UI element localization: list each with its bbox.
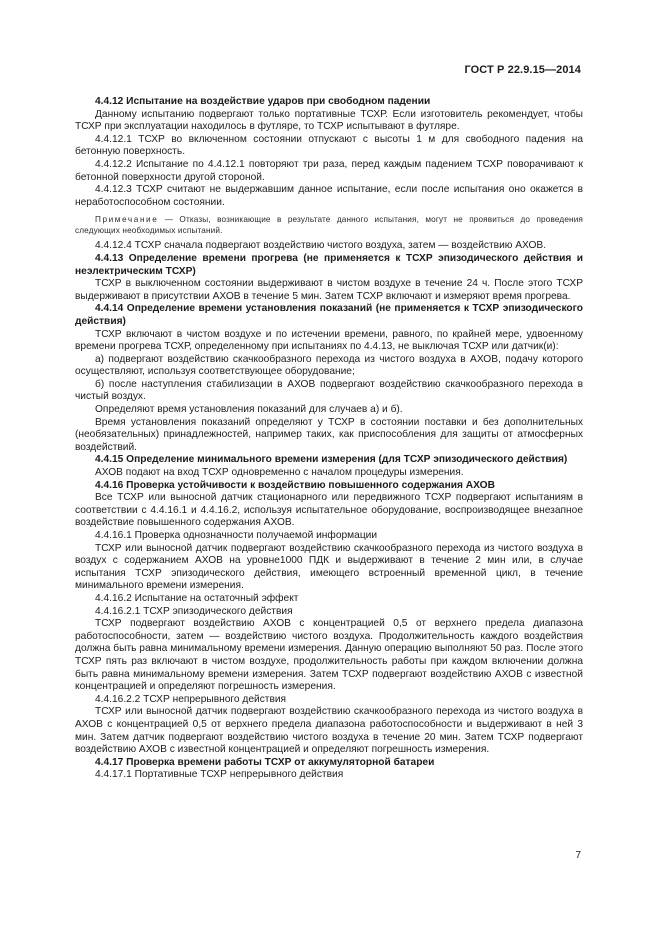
section-heading-4-4-16: 4.4.16 Проверка устойчивости к воздействию повышенного содержания АХОВ [95, 479, 495, 491]
paragraph: Все ТСХР или выносной датчик стационарного или передвижного ТСХР подвергают испытаниям в соответствии с 4.4.16.1 и 4.4.16.2, используя испытательное оборудование, воспроизводящее внезапное воздействие повышенного содержания АХОВ. [75, 492, 583, 529]
paragraph: ТСХР в выключенном состоянии выдерживают в чистом воздухе в течение 24 ч. После этого ТСХР выдерживают в присутствии АХОВ в течение 5 мин. Затем ТСХР включают и измеряют время прогрева. [75, 278, 583, 302]
note-paragraph [75, 214, 583, 236]
paragraph: 4.4.12.1 ТСХР во включенном состоянии отпускают с высоты 1 м для свободного падения на бетонную поверхность. [75, 133, 583, 158]
section-heading-4-4-14: 4.4.14 Определение времени установления показаний (не применяется к ТСХР эпизодического действия) [75, 303, 583, 327]
paragraph: ТСХР или выносной датчик подвергают воздействию скачкообразного перехода из чистого воздуха в воздух с содержанием АХОВ на уровне1000 ПДК и выдерживают в течение 2 мин или, в случае испытания ТСХР эпизодического действия, имеющего встроенный временной цикл, в течение минимального времени измерения. [75, 542, 583, 592]
subsection-heading: 4.4.16.2.2 ТСХР непрерывного действия [95, 693, 287, 705]
subsection-heading: 4.4.16.2.1 ТСХР эпизодического действия [95, 605, 293, 617]
paragraph: Определяют время установления показаний для случаев а) и б). [95, 404, 403, 416]
note-label: Примечание [95, 215, 159, 225]
document-header: ГОСТ Р 22.9.15—2014 [464, 64, 581, 76]
paragraph: 4.4.12.4 ТСХР сначала подвергают воздействию чистого воздуха, затем — воздействию АХОВ. [95, 240, 547, 252]
document-body [75, 96, 583, 782]
paragraph: 4.4.12.2 Испытание по 4.4.12.1 повторяют три раза, перед каждым падением ТСХР поворачивают к бетонной поверхности другой стороной. [75, 158, 583, 183]
paragraph: ТСХР подвергают воздействию АХОВ с концентрацией 0,5 от верхнего предела диапазона работоспособности, затем — воздействию чистого воздуха. Продолжительность каждого воздействия должна быть равна минимальному времени измерения. Данную операцию выполняют 50 раз. После этого ТСХР пять раз включают в чистом воздухе, продолжительность работы при каждом включении должна быть равна минимальному времени измерения. Затем ТСХР подвергают воздействию АХОВ с известной концентрацией и определяют погрешность измерения. [75, 618, 583, 693]
subsection-heading: 4.4.16.1 Проверка однозначности получаемой информации [95, 530, 378, 541]
paragraph: АХОВ подают на вход ТСХР одновременно с началом процедуры измерения. [95, 467, 464, 479]
subsection-heading: 4.4.17.1 Портативные ТСХР непрерывного действия [95, 769, 344, 781]
list-item: а) подвергают воздействию скачкообразного перехода из чистого воздуха в АХОВ, подачу которого осуществляют, используя соответствующее оборудование; [75, 353, 583, 378]
section-heading-4-4-17: 4.4.17 Проверка времени работы ТСХР от аккумуляторной батареи [95, 756, 435, 768]
paragraph: ТСХР включают в чистом воздухе и по истечении времени, равного, по крайней мере, удвоенному времени прогрева ТСХР, определенному при испытаниях по 4.4.13, не выключая ТСХР или датчик(и): [75, 328, 583, 353]
note-text: — Отказы, возникающие в результате данного испытания, могут не проявиться до проведения следующих необходимых испытаний. [75, 215, 583, 236]
paragraph: Данному испытанию подвергают только портативные ТСХР. Если изготовитель рекомендует, чтобы ТСХР при эксплуатации находилось в футляре, то ТСХР испытывают в футляре. [75, 108, 583, 133]
paragraph: ТСХР или выносной датчик подвергают воздействию скачкообразного перехода из чистого воздуха в АХОВ с концентрацией 0,5 от верхнего предела диапазона работоспособности и выдерживают в ней 3 мин. Затем датчик подвергают воздействию чистого воздуха в течение 20 мин. Затем ТСХР подвергают воздействию АХОВ с известной концентрацией и определяют погрешность измерения. [75, 706, 583, 756]
section-heading-4-4-12: 4.4.12 Испытание на воздействие ударов при свободном падении [95, 96, 431, 107]
subsection-heading: 4.4.16.2 Испытание на остаточный эффект [95, 592, 299, 604]
section-heading-4-4-15: 4.4.15 Определение минимального времени измерения (для ТСХР эпизодического действия) [95, 454, 568, 466]
paragraph: Время установления показаний определяют у ТСХР в состоянии поставки и без дополнительных (необязательных) принадлежностей, например таких, как приспособления для защиты от атмосферных воздействий. [75, 416, 583, 453]
paragraph: 4.4.12.3 ТСХР считают не выдержавшим данное испытание, если после испытания оно окажется в неработоспособном состоянии. [75, 184, 583, 208]
section-heading-4-4-13: 4.4.13 Определение времени прогрева (не применяется к ТСХР эпизодического действия и неэлектрическим ТСХР) [75, 252, 583, 277]
page-number: 7 [575, 850, 581, 861]
list-item: б) после наступления стабилизации в АХОВ подвергают воздействию скачкообразного перехода в чистый воздух. [75, 378, 583, 403]
